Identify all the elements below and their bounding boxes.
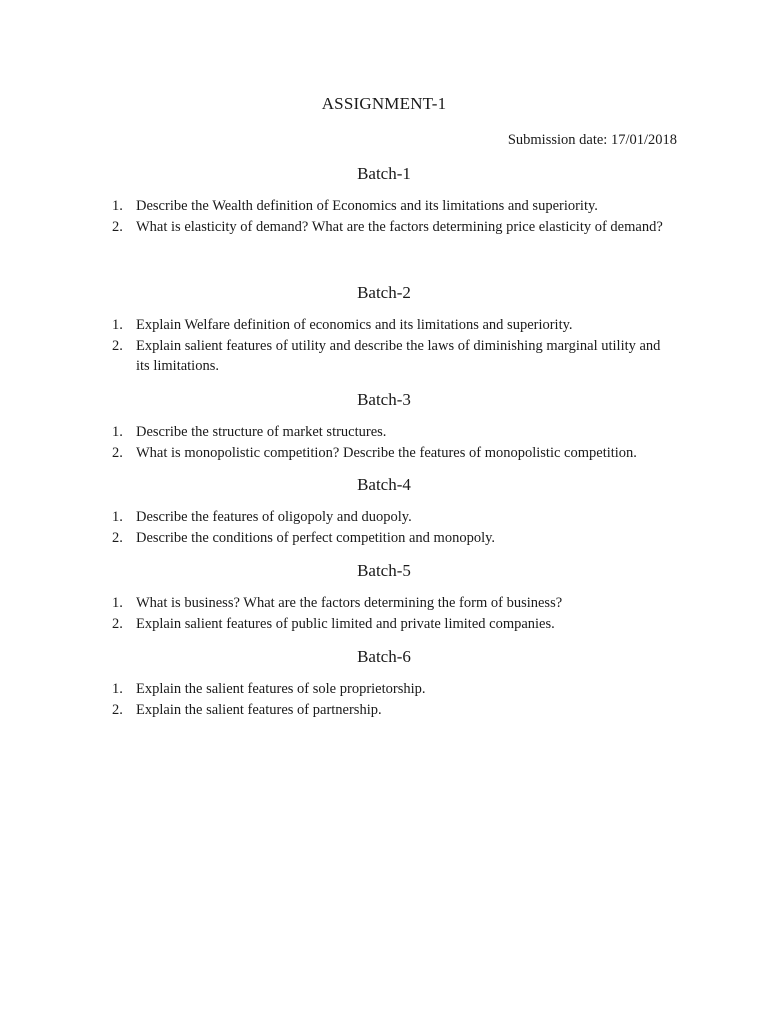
question-text: Describe the conditions of perfect competition and monopoly. <box>136 529 496 546</box>
question-item <box>108 679 668 700</box>
question-number: 2. <box>112 615 123 632</box>
batch-heading: Batch-3 <box>357 390 411 409</box>
question-item <box>108 315 668 336</box>
question-list <box>108 593 668 634</box>
batch-heading: Batch-2 <box>357 283 411 302</box>
question-list <box>108 422 668 463</box>
question-number: 1. <box>112 595 123 611</box>
question-item <box>108 443 668 464</box>
question-text: Explain the salient features of partnership. <box>136 701 382 718</box>
question-item <box>108 507 668 528</box>
batch-heading: Batch-6 <box>357 647 411 666</box>
question-item <box>108 422 668 443</box>
batch-heading: Batch-5 <box>357 561 411 580</box>
batch-section-2 <box>108 282 668 377</box>
question-number: 1. <box>112 681 123 697</box>
question-list <box>108 507 668 548</box>
question-text: Explain the salient features of sole proprietorship. <box>136 681 426 697</box>
question-item <box>108 528 668 549</box>
batch-section-1 <box>108 163 668 237</box>
question-text: Describe the Wealth definition of Economics and its limitations and superiority. <box>136 198 598 214</box>
batch-section-5 <box>108 560 668 634</box>
question-item <box>108 614 668 635</box>
question-number: 2. <box>112 337 123 354</box>
question-number: 1. <box>112 198 123 214</box>
question-text: Explain salient features of utility and describe the laws of diminishing marginal utility and its limitations. <box>136 337 661 374</box>
question-number: 1. <box>112 509 123 525</box>
question-text: What is business? What are the factors determining the form of business? <box>136 595 563 611</box>
question-list <box>108 679 668 720</box>
batch-heading: Batch-4 <box>357 475 411 494</box>
question-item <box>108 217 668 238</box>
question-text: Describe the features of oligopoly and duopoly. <box>136 509 412 525</box>
page-title: ASSIGNMENT-1 <box>321 94 447 113</box>
question-text: What is elasticity of demand? What are the factors determining price elasticity of demand? <box>136 218 663 235</box>
batch-section-4 <box>108 474 668 548</box>
question-text: What is monopolistic competition? Describe the features of monopolistic competition. <box>136 444 637 461</box>
question-number: 1. <box>112 317 123 333</box>
question-text: Explain salient features of public limited and private limited companies. <box>136 615 555 632</box>
question-item <box>108 336 668 377</box>
question-item <box>108 593 668 614</box>
question-list <box>108 196 668 237</box>
question-text: Describe the structure of market structures. <box>136 424 387 440</box>
question-number: 2. <box>112 529 123 546</box>
question-list <box>108 315 668 377</box>
batch-heading: Batch-1 <box>357 164 411 183</box>
question-item <box>108 196 668 217</box>
submission-date: Submission date: 17/01/2018 <box>507 132 677 148</box>
question-number: 2. <box>112 444 123 461</box>
question-text: Explain Welfare definition of economics and its limitations and superiority. <box>136 317 573 333</box>
question-number: 2. <box>112 218 123 235</box>
batch-section-6 <box>108 646 668 720</box>
question-item <box>108 700 668 721</box>
question-number: 2. <box>112 701 123 718</box>
batch-section-3 <box>108 389 668 463</box>
question-number: 1. <box>112 424 123 440</box>
